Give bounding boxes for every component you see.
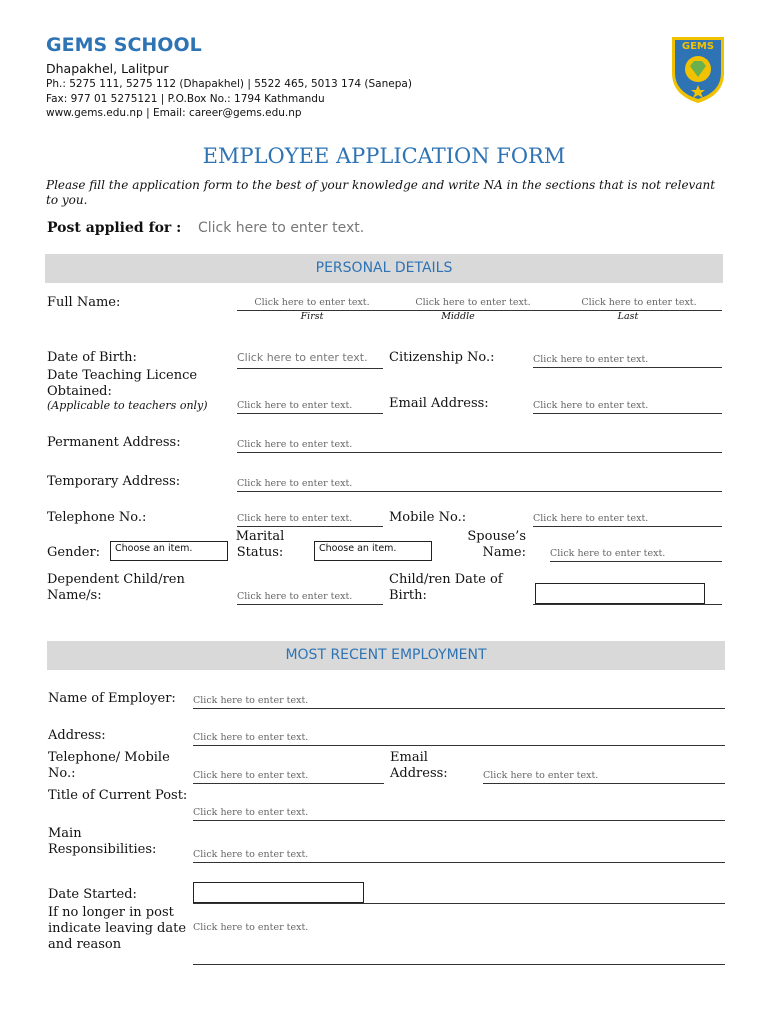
post-applied-input[interactable]: Click here to enter text.	[198, 220, 365, 236]
telephone-input[interactable]: Click here to enter text.	[237, 513, 383, 527]
employment-phone-label: Telephone/ Mobile No.:	[48, 750, 170, 781]
employment-email-input[interactable]: Click here to enter text.	[483, 770, 725, 784]
dependent-input[interactable]: Click here to enter text.	[237, 591, 383, 605]
marital-status-label: Marital Status:	[235, 529, 285, 560]
date-started-label: Date Started:	[48, 887, 137, 902]
logo-text: GEMS	[681, 41, 715, 52]
employment-email-label: Email Address:	[390, 750, 448, 781]
permanent-address-input[interactable]: Click here to enter text.	[237, 439, 722, 453]
marital-status-select[interactable]: Choose an item.	[314, 541, 432, 561]
licence-date-input[interactable]: Click here to enter text.	[237, 400, 383, 414]
post-applied-label: Post applied for :	[47, 220, 182, 236]
dob-input[interactable]: Click here to enter text.	[237, 351, 383, 369]
form-intro: Please fill the application form to the best of your knowledge and write NA in the sections that is not relevant to you.	[46, 178, 716, 207]
school-phone: Ph.: 5275 111, 5275 112 (Dhapakhel) | 5522 465, 5013 174 (Sanepa)	[46, 78, 412, 90]
mobile-input[interactable]: Click here to enter text.	[533, 513, 722, 527]
date-started-line	[193, 903, 725, 904]
employer-input[interactable]: Click here to enter text.	[193, 695, 725, 709]
permanent-address-label: Permanent Address:	[47, 435, 181, 450]
form-title: EMPLOYEE APPLICATION FORM	[202, 144, 566, 168]
licence-note: (Applicable to teachers only)	[47, 399, 208, 412]
employment-address-input[interactable]: Click here to enter text.	[193, 732, 725, 746]
temporary-address-label: Temporary Address:	[47, 474, 181, 489]
email-label: Email Address:	[389, 396, 489, 411]
responsibilities-label: Main Responsibilities:	[48, 826, 157, 857]
date-started-input[interactable]	[193, 882, 364, 903]
licence-label: Date Teaching Licence Obtained:	[47, 368, 198, 399]
spouse-name-label: Spouse’s Name:	[467, 529, 526, 560]
temporary-address-input[interactable]: Click here to enter text.	[237, 478, 722, 492]
dependent-label: Dependent Child/ren Name/s:	[47, 572, 185, 603]
leaving-line	[193, 964, 725, 965]
email-input[interactable]: Click here to enter text.	[533, 400, 722, 414]
school-name: GEMS SCHOOL	[46, 34, 202, 56]
school-logo	[668, 33, 728, 105]
school-location: Dhapakhel, Lalitpur	[46, 61, 169, 76]
current-post-label: Title of Current Post:	[48, 788, 188, 803]
leaving-input[interactable]: Click here to enter text.	[193, 922, 309, 933]
child-dob-line	[533, 604, 722, 605]
citizenship-input[interactable]: Click here to enter text.	[533, 354, 722, 368]
middle-name-input[interactable]: Click here to enter text.	[415, 297, 531, 308]
last-name-input[interactable]: Click here to enter text.	[581, 297, 697, 308]
dob-label: Date of Birth:	[47, 350, 137, 365]
spouse-name-input[interactable]: Click here to enter text.	[550, 548, 722, 562]
child-dob-input[interactable]	[535, 583, 705, 604]
gender-label: Gender:	[47, 545, 101, 560]
current-post-input[interactable]: Click here to enter text.	[193, 807, 725, 821]
last-caption: Last	[617, 311, 639, 322]
employment-heading: MOST RECENT EMPLOYMENT	[47, 641, 725, 670]
employment-phone-input[interactable]: Click here to enter text.	[193, 770, 384, 784]
school-fax: Fax: 977 01 5275121 | P.O.Box No.: 1794 Kathmandu	[46, 93, 325, 105]
telephone-label: Telephone No.:	[47, 510, 147, 525]
employer-label: Name of Employer:	[48, 691, 176, 706]
first-name-input[interactable]: Click here to enter text.	[254, 297, 370, 308]
responsibilities-input[interactable]: Click here to enter text.	[193, 849, 725, 863]
gender-select[interactable]: Choose an item.	[110, 541, 228, 561]
employment-address-label: Address:	[48, 728, 106, 743]
leaving-label: If no longer in post indicate leaving date and reason	[48, 905, 187, 952]
mobile-label: Mobile No.:	[389, 510, 467, 525]
middle-caption: Middle	[441, 311, 475, 322]
school-web: www.gems.edu.np | Email: career@gems.edu.np	[46, 107, 302, 119]
personal-details-heading: PERSONAL DETAILS	[45, 254, 723, 283]
citizenship-label: Citizenship No.:	[389, 350, 495, 365]
full-name-label: Full Name:	[47, 295, 121, 310]
first-caption: First	[300, 311, 324, 322]
child-dob-label: Child/ren Date of Birth:	[389, 572, 503, 603]
